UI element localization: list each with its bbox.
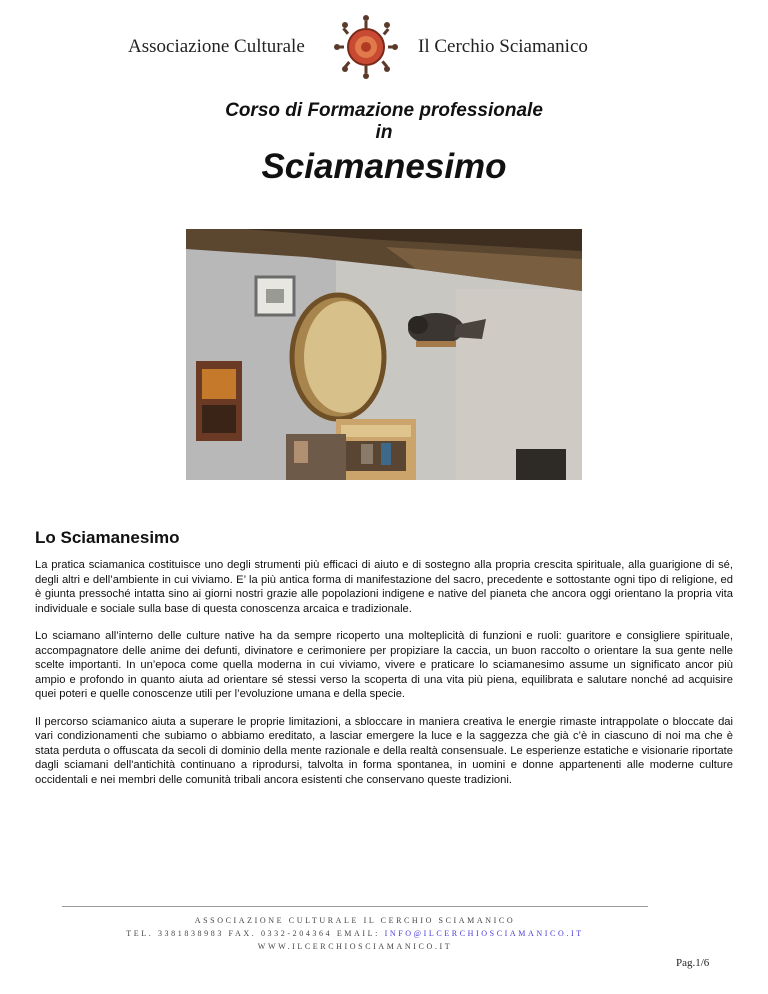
page-number: Pag.1/6	[676, 957, 710, 969]
shaman-circle-logo-icon	[331, 12, 401, 82]
course-title-line2: in	[375, 122, 393, 143]
page-footer	[0, 914, 710, 953]
photo-illustration	[186, 229, 582, 480]
body-text	[35, 558, 733, 800]
footer-website-link[interactable]: WWW.ILCERCHIOSCIAMANICO.IT	[257, 942, 453, 951]
footer-contact-text: TEL. 3381838983 FAX. 0332-204364 EMAIL:	[126, 929, 385, 938]
main-title: Sciamanesimo	[261, 147, 507, 186]
paragraph-2: Lo sciamano all’interno delle culture native ha da sempre ricoperto una molteplicità di funzioni e ruoli: guaritore e consigliere spirituale, accompagnatore delle anime dei defunti, divinatore e cerimoniere per propiziare la caccia, un buon raccolto o orientare la sua gente nelle scelte importanti. In un’epoca come quella moderna in cui viviamo, vivere e praticare lo sciamanesimo assume un significato ancor più ampio e profondo in quanto aiuta ad orientare sé stessi verso la scoperta di una vita più piena, equilibrata e salutare nonché ad acquisire quei poteri e quelle conoscenze utili per l’evoluzione umana e della specie.	[35, 630, 733, 700]
course-title-line1: Corso di Formazione professionale	[225, 100, 543, 121]
footer-line-2	[0, 927, 710, 940]
course-title	[0, 100, 768, 144]
header-left-text: Associazione Culturale	[128, 36, 305, 57]
paragraph-3: Il percorso sciamanico aiuta a superare le proprie limitazioni, a sbloccare in maniera creativa le energie rimaste intrappolate o bloccate dai vari condizionamenti che subiamo o abbiamo ereditato, a lasciar emergere la luce e la saggezza che già c’è in ciascuno di noi ma che è stata perduta o offuscata da secoli di dominio della mente razionale e della realtà consensuale. Le esperienze estatiche e visionarie riportate dagli sciamani dell'antichità continuano a riprodursi, talvolta in forma spontanea, in uomini e donne appartenenti alle moderne culture occidentali e nei membri delle comunità tribali ancora esistenti che conservano queste tradizioni.	[35, 715, 733, 786]
footer-divider	[62, 906, 648, 907]
paragraph-1: La pratica sciamanica costituisce uno degli strumenti più efficaci di aiuto e di sostegno alla propria crescita spirituale, alla guarigione di sé, degli altri e dell’ambiente in cui viviamo. E’ la più antica forma di manifestazione del sacro, precedente e sottostante ogni tipo di religione, ed è giunta pressoché intatta sino ai giorni nostri grazie alle popolazioni indigene e native del pianeta che ancora oggi orientano la propria vita individuale e sociale sulla base di questa conoscenza arcaica e tradizionale.	[35, 559, 733, 615]
footer-email-link[interactable]: INFO@ILCERCHIOSCIAMANICO.IT	[384, 929, 584, 938]
footer-line-1: ASSOCIAZIONE CULTURALE IL CERCHIO SCIAMANICO	[194, 916, 516, 925]
section-heading: Lo Sciamanesimo	[35, 528, 180, 547]
page-header	[0, 22, 768, 82]
header-right-text: Il Cerchio Sciamanico	[418, 36, 588, 57]
shaman-drum-photo	[186, 229, 582, 480]
